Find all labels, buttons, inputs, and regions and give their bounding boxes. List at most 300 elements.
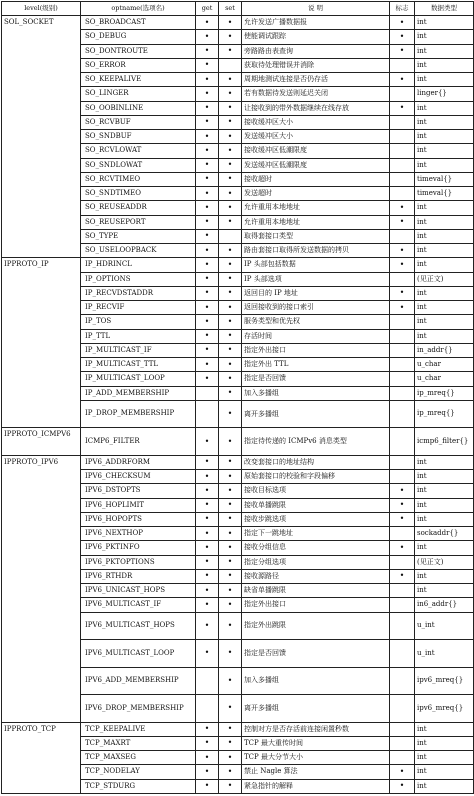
optname-cell: IP_DROP_MEMBERSHIP [81, 400, 196, 428]
set-mark-cell: • [219, 640, 242, 668]
description-cell: 服务类型和优先权 [242, 315, 390, 329]
data-type-cell: int [415, 44, 474, 58]
description-cell: TCP 最大分节大小 [242, 751, 390, 765]
optname-cell: IPV6_MULTICAST_LOOP [81, 640, 196, 668]
get-mark-cell [196, 695, 219, 723]
set-mark-cell: • [219, 201, 242, 215]
header-get: get [196, 2, 219, 16]
description-cell: 原始套接口的校验和字段偏移 [242, 470, 390, 484]
set-mark-cell: • [219, 16, 242, 30]
flag-mark-cell [390, 555, 415, 569]
flag-mark-cell [390, 736, 415, 750]
optname-cell: TCP_MAXSEG [81, 751, 196, 765]
description-cell: 允许发送广播数据报 [242, 16, 390, 30]
set-mark-cell: • [219, 372, 242, 386]
set-mark-cell: • [219, 301, 242, 315]
data-type-cell: int [415, 201, 474, 215]
flag-mark-cell: • [390, 765, 415, 779]
header-level: level(级别) [2, 2, 81, 16]
flag-mark-cell: • [390, 779, 415, 793]
description-cell: 周期地测试连接是否仍存活 [242, 73, 390, 87]
get-mark-cell: • [196, 58, 219, 72]
flag-mark-cell: • [390, 258, 415, 272]
description-cell: 让接收到的带外数据继续在线存放 [242, 101, 390, 115]
get-mark-cell: • [196, 144, 219, 158]
flag-mark-cell [390, 144, 415, 158]
flag-mark-cell: • [390, 73, 415, 87]
flag-mark-cell [390, 372, 415, 386]
set-mark-cell: • [219, 569, 242, 583]
data-type-cell: timeval{} [415, 172, 474, 186]
set-mark-cell: • [219, 667, 242, 695]
optname-cell: SO_KEEPALIVE [81, 73, 196, 87]
description-cell: 旁路路由表查询 [242, 44, 390, 58]
get-mark-cell: • [196, 358, 219, 372]
optname-cell: IPV6_MULTICAST_IF [81, 598, 196, 612]
flag-mark-cell [390, 598, 415, 612]
get-mark-cell: • [196, 301, 219, 315]
get-mark-cell: • [196, 244, 219, 258]
set-mark-cell: • [219, 158, 242, 172]
optname-cell: IPV6_HOPLIMIT [81, 498, 196, 512]
flag-mark-cell: • [390, 541, 415, 555]
optname-cell: IPV6_RTHDR [81, 569, 196, 583]
socket-options-table [1, 1, 474, 794]
table-row [2, 428, 474, 456]
get-mark-cell: • [196, 765, 219, 779]
description-cell: 缺省单播跳限 [242, 584, 390, 598]
flag-mark-cell [390, 158, 415, 172]
optname-cell: IP_TTL [81, 329, 196, 343]
description-cell: 指定是否回馈 [242, 372, 390, 386]
flag-mark-cell [390, 584, 415, 598]
set-mark-cell: • [219, 779, 242, 793]
get-mark-cell: • [196, 187, 219, 201]
set-mark-cell [219, 229, 242, 243]
optname-cell: TCP_MAXRT [81, 736, 196, 750]
set-mark-cell: • [219, 498, 242, 512]
description-cell: 返回接收到的接口索引 [242, 301, 390, 315]
data-type-cell: ip_mreq{} [415, 400, 474, 428]
description-cell: 取得套接口类型 [242, 229, 390, 243]
optname-cell: TCP_NODELAY [81, 765, 196, 779]
description-cell: 指定是否回馈 [242, 640, 390, 668]
flag-mark-cell: • [390, 512, 415, 526]
set-mark-cell: • [219, 484, 242, 498]
get-mark-cell: • [196, 555, 219, 569]
get-mark-cell [196, 386, 219, 400]
header-row [2, 2, 474, 16]
flag-mark-cell: • [390, 30, 415, 44]
description-cell: 接收目标选项 [242, 484, 390, 498]
data-type-cell: (见正文) [415, 555, 474, 569]
set-mark-cell: • [219, 315, 242, 329]
optname-cell: TCP_STDURG [81, 779, 196, 793]
flag-mark-cell: • [390, 201, 415, 215]
set-mark-cell: • [219, 272, 242, 286]
description-cell: 返回目的 IP 地址 [242, 286, 390, 300]
description-cell: 接收源路径 [242, 569, 390, 583]
level-cell: SOL_SOCKET [2, 16, 81, 258]
flag-mark-cell [390, 612, 415, 640]
get-mark-cell: • [196, 541, 219, 555]
data-type-cell: icmp6_filter{} [415, 428, 474, 456]
data-type-cell: linger{} [415, 87, 474, 101]
data-type-cell: int [415, 329, 474, 343]
data-type-cell: int [415, 455, 474, 469]
description-cell: 接收分组信息 [242, 541, 390, 555]
table-row [2, 16, 474, 30]
data-type-cell: u_int [415, 640, 474, 668]
description-cell: 接收缓冲区大小 [242, 115, 390, 129]
flag-mark-cell [390, 722, 415, 736]
get-mark-cell: • [196, 512, 219, 526]
header-set: set [219, 2, 242, 16]
table-row [2, 722, 474, 736]
flag-mark-cell [390, 400, 415, 428]
flag-mark-cell [390, 343, 415, 357]
get-mark-cell: • [196, 130, 219, 144]
optname-cell: SO_RCVBUF [81, 115, 196, 129]
get-mark-cell: • [196, 329, 219, 343]
get-mark-cell: • [196, 640, 219, 668]
data-type-cell: in_addr{} [415, 343, 474, 357]
get-mark-cell: • [196, 215, 219, 229]
set-mark-cell: • [219, 87, 242, 101]
optname-cell: SO_DEBUG [81, 30, 196, 44]
set-mark-cell: • [219, 428, 242, 456]
level-cell: IPPROTO_ICMPV6 [2, 428, 81, 456]
optname-cell: IPV6_HOPOPTS [81, 512, 196, 526]
level-cell: IPPROTO_IP [2, 258, 81, 428]
optname-cell: SO_LINGER [81, 87, 196, 101]
set-mark-cell: • [219, 695, 242, 723]
optname-cell: IP_ADD_MEMBERSHIP [81, 386, 196, 400]
optname-cell: IPV6_CHECKSUM [81, 470, 196, 484]
header-data-type: 数据类型 [415, 2, 474, 16]
flag-mark-cell [390, 130, 415, 144]
flag-mark-cell [390, 667, 415, 695]
flag-mark-cell [390, 329, 415, 343]
data-type-cell: int [415, 286, 474, 300]
set-mark-cell: • [219, 512, 242, 526]
data-type-cell: int [415, 301, 474, 315]
description-cell: 接收单播跳限 [242, 498, 390, 512]
flag-mark-cell [390, 358, 415, 372]
get-mark-cell: • [196, 201, 219, 215]
optname-cell: SO_ERROR [81, 58, 196, 72]
get-mark-cell: • [196, 584, 219, 598]
data-type-cell: (见正文) [415, 272, 474, 286]
optname-cell: IPV6_DROP_MEMBERSHIP [81, 695, 196, 723]
description-cell: 指定外出 TTL [242, 358, 390, 372]
flag-mark-cell [390, 272, 415, 286]
set-mark-cell: • [219, 30, 242, 44]
get-mark-cell: • [196, 751, 219, 765]
get-mark-cell: • [196, 736, 219, 750]
description-cell: 加入多播组 [242, 386, 390, 400]
data-type-cell: u_char [415, 358, 474, 372]
flag-mark-cell: • [390, 16, 415, 30]
set-mark-cell: • [219, 765, 242, 779]
description-cell: 存活时间 [242, 329, 390, 343]
flag-mark-cell [390, 187, 415, 201]
optname-cell: IP_MULTICAST_LOOP [81, 372, 196, 386]
description-cell: 指定外出接口 [242, 343, 390, 357]
description-cell: 路由套接口取得所发送数据的拷贝 [242, 244, 390, 258]
description-cell: 发送缓冲区大小 [242, 130, 390, 144]
data-type-cell: int [415, 315, 474, 329]
flag-mark-cell [390, 470, 415, 484]
get-mark-cell: • [196, 527, 219, 541]
data-type-cell: int [415, 541, 474, 555]
description-cell: 发送超时 [242, 187, 390, 201]
data-type-cell: int [415, 584, 474, 598]
data-type-cell: int [415, 498, 474, 512]
data-type-cell: int [415, 470, 474, 484]
set-mark-cell: • [219, 244, 242, 258]
table-body [2, 16, 474, 794]
data-type-cell: int [415, 736, 474, 750]
flag-mark-cell [390, 115, 415, 129]
set-mark-cell: • [219, 172, 242, 186]
set-mark-cell: • [219, 130, 242, 144]
flag-mark-cell: • [390, 244, 415, 258]
set-mark-cell: • [219, 187, 242, 201]
data-type-cell: int [415, 144, 474, 158]
header-description: 说 明 [242, 2, 390, 16]
flag-mark-cell [390, 527, 415, 541]
optname-cell: TCP_KEEPALIVE [81, 722, 196, 736]
description-cell: 接收步跳选项 [242, 512, 390, 526]
description-cell: 指定分组选项 [242, 555, 390, 569]
set-mark-cell: • [219, 455, 242, 469]
flag-mark-cell [390, 386, 415, 400]
optname-cell: IPV6_PKTINFO [81, 541, 196, 555]
data-type-cell: int [415, 16, 474, 30]
flag-mark-cell [390, 58, 415, 72]
set-mark-cell: • [219, 144, 242, 158]
description-cell: 紧急指针的解释 [242, 779, 390, 793]
get-mark-cell: • [196, 272, 219, 286]
data-type-cell: int [415, 73, 474, 87]
flag-mark-cell [390, 87, 415, 101]
optname-cell: IP_MULTICAST_IF [81, 343, 196, 357]
description-cell: 接收超时 [242, 172, 390, 186]
description-cell: 指定待传递的 ICMPv6 消息类型 [242, 428, 390, 456]
get-mark-cell: • [196, 30, 219, 44]
data-type-cell: int [415, 58, 474, 72]
get-mark-cell: • [196, 258, 219, 272]
description-cell: 允许重用本地地址 [242, 201, 390, 215]
optname-cell: IP_RECVDSTADDR [81, 286, 196, 300]
set-mark-cell: • [219, 400, 242, 428]
description-cell: 控制对方是否存活前连接闲置秒数 [242, 722, 390, 736]
description-cell: 若有数据待发送则延迟关闭 [242, 87, 390, 101]
set-mark-cell: • [219, 584, 242, 598]
flag-mark-cell: • [390, 498, 415, 512]
flag-mark-cell [390, 751, 415, 765]
data-type-cell: int [415, 229, 474, 243]
data-type-cell: ipv6_mreq{} [415, 667, 474, 695]
flag-mark-cell: • [390, 215, 415, 229]
set-mark-cell: • [219, 386, 242, 400]
description-cell: IP 头部包括数据 [242, 258, 390, 272]
data-type-cell: u_int [415, 612, 474, 640]
description-cell: 指定外出跳限 [242, 612, 390, 640]
optname-cell: IPV6_ADDRFORM [81, 455, 196, 469]
data-type-cell: int [415, 30, 474, 44]
data-type-cell: int [415, 751, 474, 765]
description-cell: 使能调试跟踪 [242, 30, 390, 44]
optname-cell: SO_USELOOPBACK [81, 244, 196, 258]
data-type-cell: u_char [415, 372, 474, 386]
level-cell: IPPROTO_TCP [2, 722, 81, 793]
set-mark-cell: • [219, 115, 242, 129]
optname-cell: IP_HDRINCL [81, 258, 196, 272]
optname-cell: IP_TOS [81, 315, 196, 329]
set-mark-cell: • [219, 258, 242, 272]
set-mark-cell: • [219, 44, 242, 58]
set-mark-cell: • [219, 722, 242, 736]
optname-cell: IP_MULTICAST_TTL [81, 358, 196, 372]
data-type-cell: int [415, 115, 474, 129]
optname-cell: IP_OPTIONS [81, 272, 196, 286]
optname-cell: SO_REUSEADDR [81, 201, 196, 215]
get-mark-cell: • [196, 315, 219, 329]
get-mark-cell: • [196, 372, 219, 386]
flag-mark-cell: • [390, 44, 415, 58]
flag-mark-cell: • [390, 569, 415, 583]
description-cell: 离开多播组 [242, 695, 390, 723]
set-mark-cell: • [219, 329, 242, 343]
flag-mark-cell: • [390, 301, 415, 315]
data-type-cell: int [415, 158, 474, 172]
description-cell: 指定下一跳地址 [242, 527, 390, 541]
flag-mark-cell [390, 229, 415, 243]
get-mark-cell: • [196, 87, 219, 101]
get-mark-cell: • [196, 470, 219, 484]
set-mark-cell: • [219, 101, 242, 115]
get-mark-cell: • [196, 612, 219, 640]
description-cell: 离开多播组 [242, 400, 390, 428]
set-mark-cell: • [219, 612, 242, 640]
optname-cell: SO_DONTROUTE [81, 44, 196, 58]
description-cell: 接收缓冲区低潮限度 [242, 144, 390, 158]
data-type-cell: sockaddr{} [415, 527, 474, 541]
level-cell: IPPROTO_IPV6 [2, 455, 81, 722]
data-type-cell: int [415, 101, 474, 115]
flag-mark-cell: • [390, 484, 415, 498]
table-row [2, 258, 474, 272]
description-cell: IP 头部选项 [242, 272, 390, 286]
get-mark-cell: • [196, 172, 219, 186]
optname-cell: IPV6_MULTICAST_HOPS [81, 612, 196, 640]
set-mark-cell: • [219, 343, 242, 357]
data-type-cell: int [415, 215, 474, 229]
get-mark-cell: • [196, 158, 219, 172]
get-mark-cell: • [196, 101, 219, 115]
get-mark-cell [196, 667, 219, 695]
flag-mark-cell [390, 695, 415, 723]
header-flag: 标志 [390, 2, 415, 16]
optname-cell: SO_REUSEPORT [81, 215, 196, 229]
optname-cell: SO_RCVTIMEO [81, 172, 196, 186]
optname-cell: SO_RCVLOWAT [81, 144, 196, 158]
set-mark-cell: • [219, 736, 242, 750]
get-mark-cell: • [196, 722, 219, 736]
data-type-cell: int [415, 569, 474, 583]
description-cell: 加入多播组 [242, 667, 390, 695]
get-mark-cell: • [196, 598, 219, 612]
set-mark-cell: • [219, 527, 242, 541]
get-mark-cell: • [196, 16, 219, 30]
optname-cell: IPV6_PKTOPTIONS [81, 555, 196, 569]
data-type-cell: int [415, 779, 474, 793]
set-mark-cell: • [219, 541, 242, 555]
socket-options-document [1, 1, 473, 794]
data-type-cell: in6_addr{} [415, 598, 474, 612]
optname-cell: SO_TYPE [81, 229, 196, 243]
set-mark-cell: • [219, 751, 242, 765]
set-mark-cell [219, 58, 242, 72]
table-row [2, 455, 474, 469]
set-mark-cell: • [219, 286, 242, 300]
get-mark-cell: • [196, 44, 219, 58]
get-mark-cell: • [196, 498, 219, 512]
optname-cell: IPV6_UNICAST_HOPS [81, 584, 196, 598]
data-type-cell: int [415, 130, 474, 144]
optname-cell: IP_RECVIF [81, 301, 196, 315]
flag-mark-cell [390, 640, 415, 668]
data-type-cell: ip_mreq{} [415, 386, 474, 400]
flag-mark-cell [390, 455, 415, 469]
data-type-cell: ipv6_mreq{} [415, 695, 474, 723]
set-mark-cell: • [219, 555, 242, 569]
get-mark-cell: • [196, 343, 219, 357]
header-optname: optname(选项名) [81, 2, 196, 16]
data-type-cell: int [415, 484, 474, 498]
get-mark-cell: • [196, 229, 219, 243]
flag-mark-cell: • [390, 286, 415, 300]
description-cell: 发送缓冲区低潮限度 [242, 158, 390, 172]
optname-cell: IPV6_NEXTHOP [81, 527, 196, 541]
optname-cell: SO_OOBINLINE [81, 101, 196, 115]
flag-mark-cell [390, 315, 415, 329]
description-cell: 指定外出接口 [242, 598, 390, 612]
description-cell: 获取待处理错误并消除 [242, 58, 390, 72]
set-mark-cell: • [219, 215, 242, 229]
description-cell: 允许重用本地地址 [242, 215, 390, 229]
optname-cell: SO_SNDBUF [81, 130, 196, 144]
optname-cell: SO_SNDTIMEO [81, 187, 196, 201]
flag-mark-cell [390, 428, 415, 456]
get-mark-cell [196, 400, 219, 428]
description-cell: TCP 最大重传时间 [242, 736, 390, 750]
description-cell: 禁止 Nagle 算法 [242, 765, 390, 779]
data-type-cell: int [415, 244, 474, 258]
description-cell: 改变套接口的地址结构 [242, 455, 390, 469]
optname-cell: ICMP6_FILTER [81, 428, 196, 456]
optname-cell: SO_SNDLOWAT [81, 158, 196, 172]
flag-mark-cell: • [390, 101, 415, 115]
optname-cell: SO_BROADCAST [81, 16, 196, 30]
get-mark-cell: • [196, 779, 219, 793]
data-type-cell: timeval{} [415, 187, 474, 201]
set-mark-cell: • [219, 598, 242, 612]
set-mark-cell: • [219, 470, 242, 484]
get-mark-cell: • [196, 115, 219, 129]
